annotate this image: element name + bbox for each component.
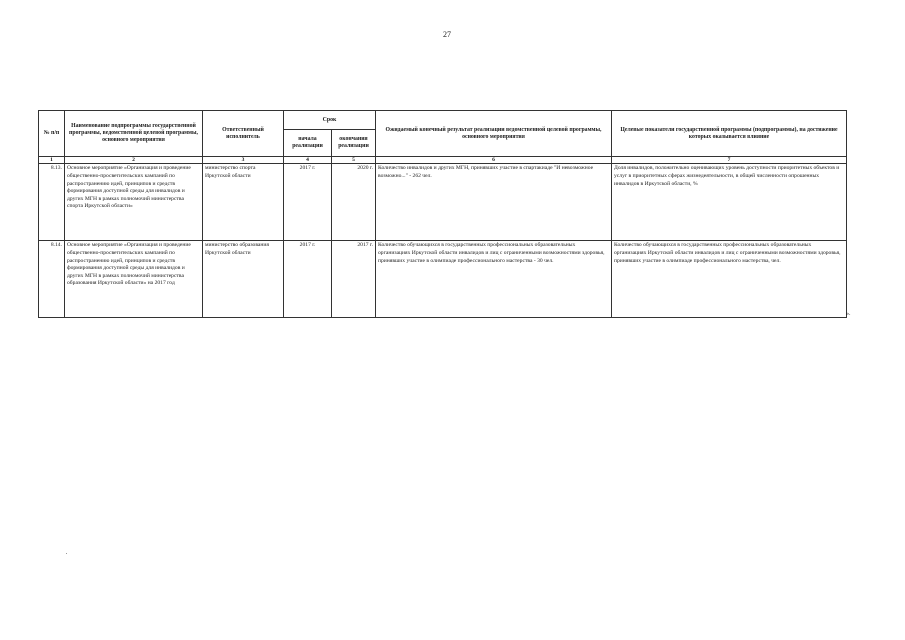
column-number: 3 bbox=[203, 157, 284, 164]
row-executor: министерство спорта Иркутской области bbox=[203, 164, 284, 241]
column-number-row bbox=[39, 157, 847, 164]
row-name: Основное мероприятие «Организация и проведение общественно-просветительских кампаний по распространению идей, принципов и средств формирования доступной среды для инвалидов и других МГН в рамках полномочий министерства образования Иркутской области» на 2017 год bbox=[65, 241, 203, 318]
table-row bbox=[39, 164, 847, 241]
column-number: 4 bbox=[284, 157, 332, 164]
header-term: Срок bbox=[284, 111, 376, 130]
row-end: 2017 г. bbox=[332, 241, 376, 318]
table-row bbox=[39, 241, 847, 318]
header-start: начала реализации bbox=[284, 130, 332, 157]
scan-speck bbox=[66, 553, 67, 554]
row-executor: министерство образования Иркутской области bbox=[203, 241, 284, 318]
row-indicators: Количество обучающихся в государственных профессиональных образовательных организациях Иркутской области инвалидов и лиц с ограниченными возможностями здоровья, принявших участие в олимпиаде профессионального мастерства, чел. bbox=[612, 241, 847, 318]
header-num: № п/п bbox=[39, 111, 65, 157]
program-table bbox=[38, 110, 847, 318]
row-name: Основное мероприятие «Организация и проведение общественно-просветительских кампаний по распространению идей, принципов и средств формирования доступной среды для инвалидов и других МГН в рамках полномочий министерства спорта Иркутской области» bbox=[65, 164, 203, 241]
row-num: 8.13. bbox=[39, 164, 65, 241]
column-number: 5 bbox=[332, 157, 376, 164]
page-number: 27 bbox=[443, 30, 451, 39]
column-number: 1 bbox=[39, 157, 65, 164]
row-end: 2020 г. bbox=[332, 164, 376, 241]
column-number: 2 bbox=[65, 157, 203, 164]
row-indicators: Доля инвалидов, положительно оценивающих уровень доступности приоритетных объектов и услуг в приоритетных сферах жизнедеятельности, в общей численности опрошенных инвалидов в Иркутской области, % bbox=[612, 164, 847, 241]
column-number: 7 bbox=[612, 157, 847, 164]
header-result: Ожидаемый конечный результат реализации ведомственной целевой программы, основного мероприятия bbox=[376, 111, 612, 157]
closing-quote-mark: ». bbox=[846, 311, 851, 317]
row-start: 2017 г. bbox=[284, 241, 332, 318]
row-num: 8.14. bbox=[39, 241, 65, 318]
row-result: Количество инвалидов и других МГН, принявших участие в спартакиаде "И невозможное возможно..." - 262 чел. bbox=[376, 164, 612, 241]
row-start: 2017 г. bbox=[284, 164, 332, 241]
header-indicators: Целевые показатели государственной программы (подпрограммы), на достижение которых оказывается влияние bbox=[612, 111, 847, 157]
header-row bbox=[39, 111, 847, 130]
header-name: Наименование подпрограммы государственной программы, ведомственной целевой программы, основного мероприятия bbox=[65, 111, 203, 157]
header-executor: Ответственный исполнитель bbox=[203, 111, 284, 157]
header-end: окончания реализации bbox=[332, 130, 376, 157]
row-result: Количество обучающихся в государственных профессиональных образовательных организациях Иркутской области инвалидов и лиц с ограниченными возможностями здоровья, принявших участие в олимпиаде профессионального мастерства - 30 чел. bbox=[376, 241, 612, 318]
column-number: 6 bbox=[376, 157, 612, 164]
